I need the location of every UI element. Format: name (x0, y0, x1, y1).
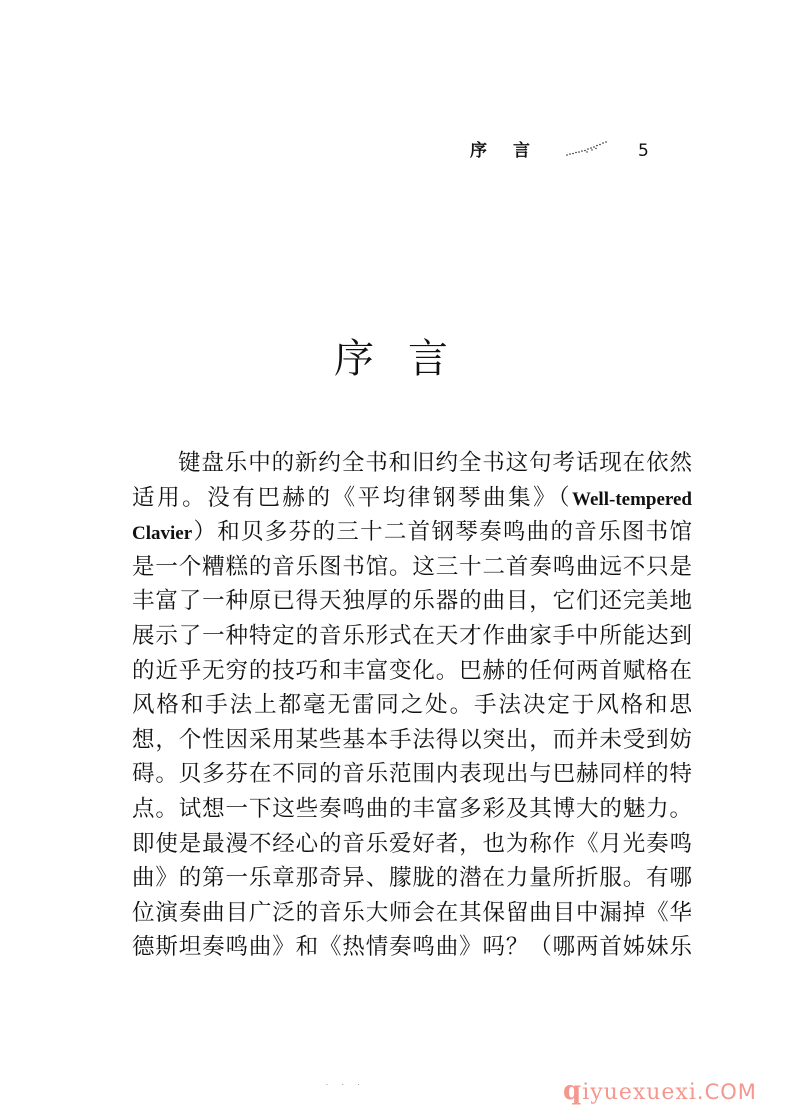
text-line (132, 515, 692, 550)
text-line: 想，个性因采用某些基本手法得以突出，而并未受到妨 (132, 726, 692, 753)
watermark (563, 1076, 757, 1106)
watermark-tld: .COM (696, 1080, 757, 1104)
text-line: 点。试想一下这些奏鸣曲的丰富多彩及其博大的魅力。 (132, 795, 692, 822)
text-line: 键盘乐中的新约全书和旧约全书这句考话现在依然 (178, 450, 692, 476)
running-header (470, 138, 670, 164)
latin-title: Clavier (132, 523, 193, 545)
text-line: 德斯坦奏鸣曲》和《热情奏鸣曲》吗？（哪两首姊妹乐 (132, 934, 692, 961)
text-segment: 适用。没有巴赫的《平均律钢琴曲集》（ (132, 484, 573, 511)
text-segment: ）和贝多芬的三十二首钢琴奏鸣曲的音乐图书馆 (192, 519, 692, 546)
text-line: 碍。贝多芬在不同的音乐范围内表现出与巴赫同样的特 (132, 761, 692, 788)
scan-artifact-dots: · · · (326, 1082, 366, 1089)
text-line: 位演奏曲目广泛的音乐大师会在其保留曲目中漏掉《华 (132, 899, 692, 926)
text-line: 的近乎无穷的技巧和丰富变化。巴赫的任何两首赋格在 (132, 657, 692, 684)
running-header-title: 序言 (470, 141, 556, 161)
text-line (132, 481, 692, 516)
text-line: 风格和手法上都毫无雷同之处。手法决定于风格和思 (132, 692, 692, 719)
watermark-logo-q: q (563, 1076, 583, 1106)
body-paragraph (132, 446, 692, 965)
chapter-title: 序言 (334, 335, 482, 382)
text-line: 丰富了一种原已得天独厚的乐器的曲目，它们还完美地 (132, 588, 692, 615)
watermark-name: iyuexuexi (582, 1080, 697, 1105)
text-line: 展示了一种特定的音乐形式在天才作曲家手中所能达到 (132, 622, 692, 649)
text-line: 即使是最漫不经心的音乐爱好者，也为称作《月光奏鸣 (132, 830, 692, 857)
dotted-flourish-icon (565, 140, 609, 158)
latin-title: Well-tempered (572, 488, 692, 510)
text-line: 曲》的第一乐章那奇异、朦胧的潜在力量所折服。有哪 (132, 865, 692, 892)
text-line: 是一个糟糕的音乐图书馆。这三十二首奏鸣曲远不只是 (132, 553, 692, 580)
page-number: 5 (638, 141, 649, 161)
